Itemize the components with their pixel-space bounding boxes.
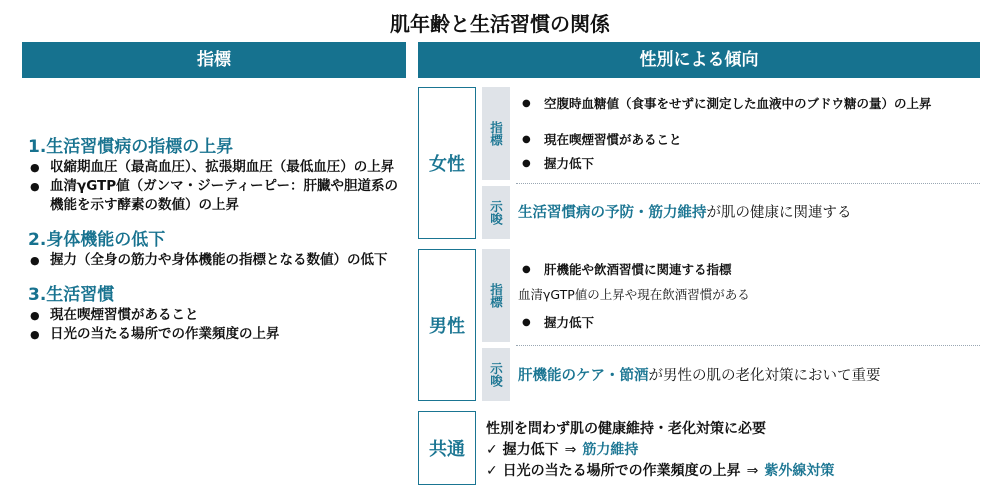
female-implication: 生活習慣病の予防・筋力維持が肌の健康に関連する (518, 205, 852, 221)
female-implication-tag: 示唆 (482, 186, 510, 239)
common-title: 性別を問わず肌の健康維持・老化対策に必要 (486, 421, 766, 437)
female-bullet-blood-sugar: ● 空腹時血糖値（食事をせずに測定した血液中のブドウ糖の量）の上昇 (518, 95, 980, 112)
indicators-list (28, 136, 400, 344)
female-indicator-tag: 指標 (482, 87, 510, 180)
female-label: 女性 (418, 87, 476, 239)
bullet-sun-exposure: ● 日光の当たる場所での作業頻度の上昇 (28, 325, 400, 344)
common-check-grip: ✓ 握力低下 ⇒ 筋力維持 (486, 442, 639, 458)
male-line-ggtp: 血清γGTP値の上昇や現在飲酒習慣がある (518, 287, 750, 302)
page-title: 肌年齢と生活習慣の関係 (390, 12, 610, 36)
male-implication-tag: 示唆 (482, 348, 510, 401)
female-bullet-smoking: ● 現在喫煙習慣があること (518, 131, 980, 148)
female-divider (516, 183, 980, 184)
male-implication: 肝機能のケア・節酒が男性の肌の老化対策において重要 (518, 368, 881, 384)
bullet-blood-pressure: ● 収縮期血圧（最高血圧）、拡張期血圧（最低血圧）の上昇 (28, 158, 400, 177)
male-bullet-liver: ● 肝機能や飲酒習慣に関連する指標 (518, 261, 980, 278)
male-divider (516, 345, 980, 346)
section-title-lifestyle-disease: 1.生活習慣病の指標の上昇 (28, 137, 234, 157)
header-indicators: 指標 (22, 42, 406, 78)
common-label: 共通 (418, 411, 476, 485)
bullet-grip-strength: ● 握力（全身の筋力や身体機能の指標となる数値）の低下 (28, 251, 400, 270)
male-bullet-grip: ● 握力低下 (518, 314, 980, 331)
section-title-lifestyle: 3.生活習慣 (28, 285, 115, 305)
common-check-sun: ✓ 日光の当たる場所での作業頻度の上昇 ⇒ 紫外線対策 (486, 463, 835, 479)
bullet-ggtp: ● 血清γGTP値（ガンマ・ジーティーピー：肝臓や胆道系の機能を示す酵素の数値）の上昇 (28, 177, 400, 215)
female-bullet-grip: ● 握力低下 (518, 155, 980, 172)
section-title-physical-function: 2.身体機能の低下 (28, 230, 166, 250)
header-gender-trends: 性別による傾向 (418, 42, 980, 78)
male-indicator-tag: 指標 (482, 249, 510, 342)
bullet-smoking: ● 現在喫煙習慣があること (28, 306, 400, 325)
male-label: 男性 (418, 249, 476, 401)
